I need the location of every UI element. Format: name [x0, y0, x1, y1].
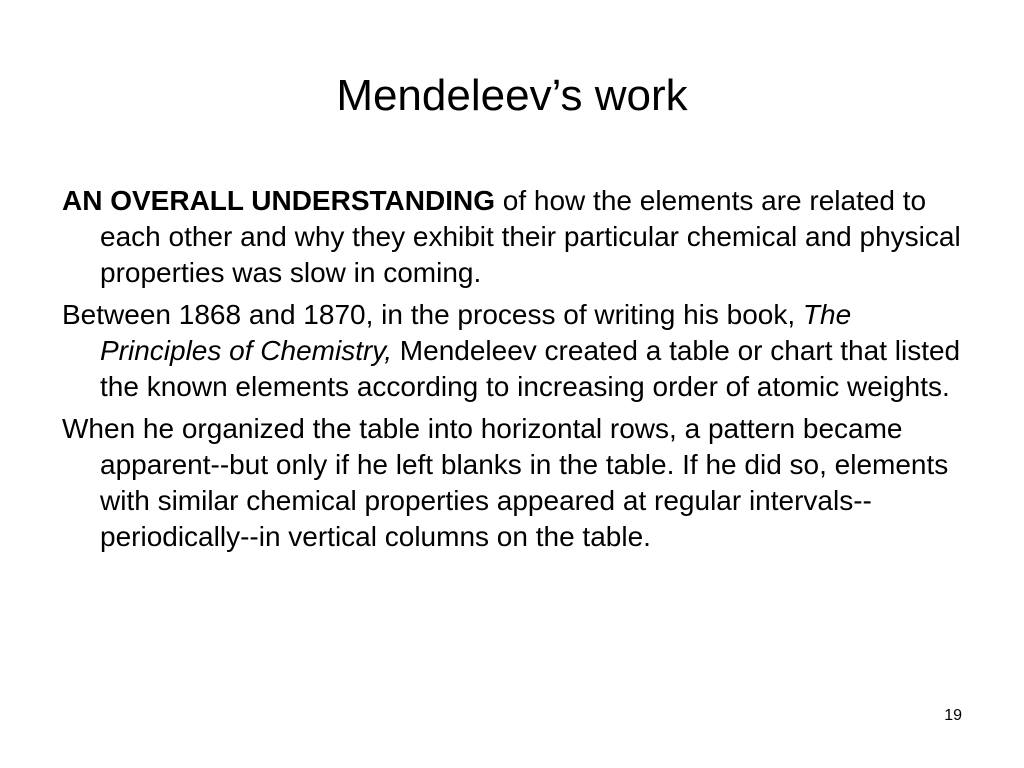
paragraph-overall-understanding — [62, 183, 972, 291]
paragraph-lead-bold: AN OVERALL UNDERSTANDING — [62, 185, 495, 216]
paragraph-periodic-pattern — [62, 411, 972, 555]
paragraph-mendeleev-table — [62, 297, 972, 405]
slide-body — [62, 183, 972, 561]
slide-title: Mendeleev’s work — [336, 71, 688, 120]
book-title: The Principles of Chemistry, — [100, 299, 852, 366]
page-number: 19 — [944, 707, 962, 724]
paragraph-text-after: Mendeleev created a table or chart that listed the known elements according to increasing order of atomic weights. — [100, 335, 961, 402]
paragraph-text-before: Between 1868 and 1870, in the process of writing his book, — [62, 299, 803, 330]
paragraph-text: When he organized the table into horizontal rows, a pattern became apparent--but only if he left blanks in the table. If he did so, elements with similar chemical properties appeared at regular intervals--periodically--in vertical columns on the table. — [62, 413, 949, 552]
paragraph-text: of how the elements are related to each other and why they exhibit their particular chemical and physical properties was slow in coming. — [100, 185, 961, 288]
